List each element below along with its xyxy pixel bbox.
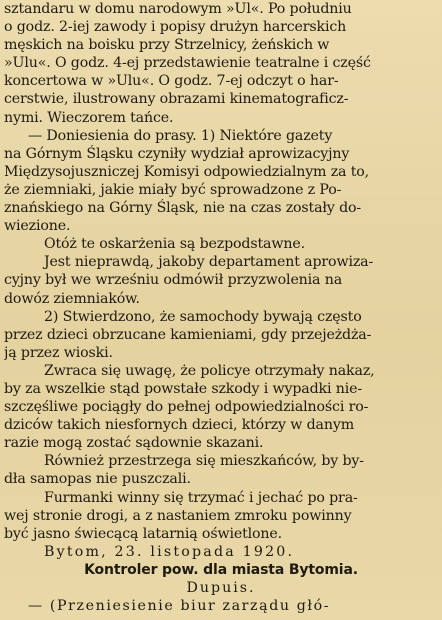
text-line: Otóż te oskarżenia są bezpodstawne. [44,236,305,253]
text-line: dziców takich niesfornych dzieci, którzy w danym [4,417,355,434]
section-heading-line: — Doniesienia do prasy. 1) Niektóre gazety [28,127,333,144]
text-line: na Górnym Śląsku czyniły wydział aprowizacyjny [4,145,350,162]
text-line: Międzysojuszniczej Komisyi odpowiedzialnym za to, [4,163,370,180]
text-line: ją przez wioski. [4,344,113,361]
text-line: przez dzieci obrzucane kamieniami, gdy przejeżdża- [4,326,372,343]
text-line: sztandaru w domu narodowym »Ul«. Po południu [4,1,352,17]
text-line: że ziemniaki, jakie miały być sprowadzone z Po- [4,181,342,198]
next-article-heading: — (Przeniesienie biur zarządu głó- [28,598,331,615]
text-line: cerstwie, ilustrowany obrazami kinematograficz- [4,91,349,108]
text-line: być jasno świecącą latarnią oświetlone. [4,525,283,542]
text-line: dła samopas nie puszczali. [4,471,191,488]
text-line: cyjny był we wrześniu odmówił przyzwolenia na [4,272,343,289]
text-line: koncertowa w »Ulu«. O godz. 7-ej odczyt o har- [4,73,339,90]
text-line: znańskiego na Górny Śląsk, nie na czas zostały do- [4,200,362,217]
text-line: Furmanki winny się trzymać i jechać po pra- [44,489,358,506]
text-line: wiezione. [4,218,71,235]
text-line: o godz. 2-iej zawody i popisy drużyn harcerskich [4,19,347,36]
signature-name: Dupuis. [186,580,256,596]
text-line: Również przestrzega się mieszkańców, by by- [44,453,364,470]
text-line: Zwraca się uwagę, że policye otrzymały nakaz, [44,362,375,379]
article-column [4,0,438,615]
text-line: »Ulu«. O godz. 4-ej przedstawienie teatralne i część [4,55,371,72]
text-line: szczęśliwe pociągły do pełnej odpowiedzialności ro- [4,399,369,416]
text-line: razie mogą zostać sądownie skazani. [4,435,264,452]
text-line: wej stronie drogi, a z nastaniem zmroku powinny [4,507,352,524]
signature-title: Kontroler pow. dla miasta Bytomia. [84,561,358,578]
text-line: męskich na boisku przy Strzelnicy, żeńskich w [4,37,330,54]
text-line: dowóz ziemniaków. [4,290,140,307]
text-line: by za wszelkie stąd powstałe szkody i wypadki nie- [4,380,363,397]
text-line: nymi. Wieczorem tańce. [4,109,174,126]
text-line: 2) Stwierdzono, że samochody bywają często [44,308,362,325]
text-line: Jest nieprawdą, jakoby departament aprowiza- [44,254,374,271]
dateline: Bytom, 23. listopada 1920. [44,543,295,560]
